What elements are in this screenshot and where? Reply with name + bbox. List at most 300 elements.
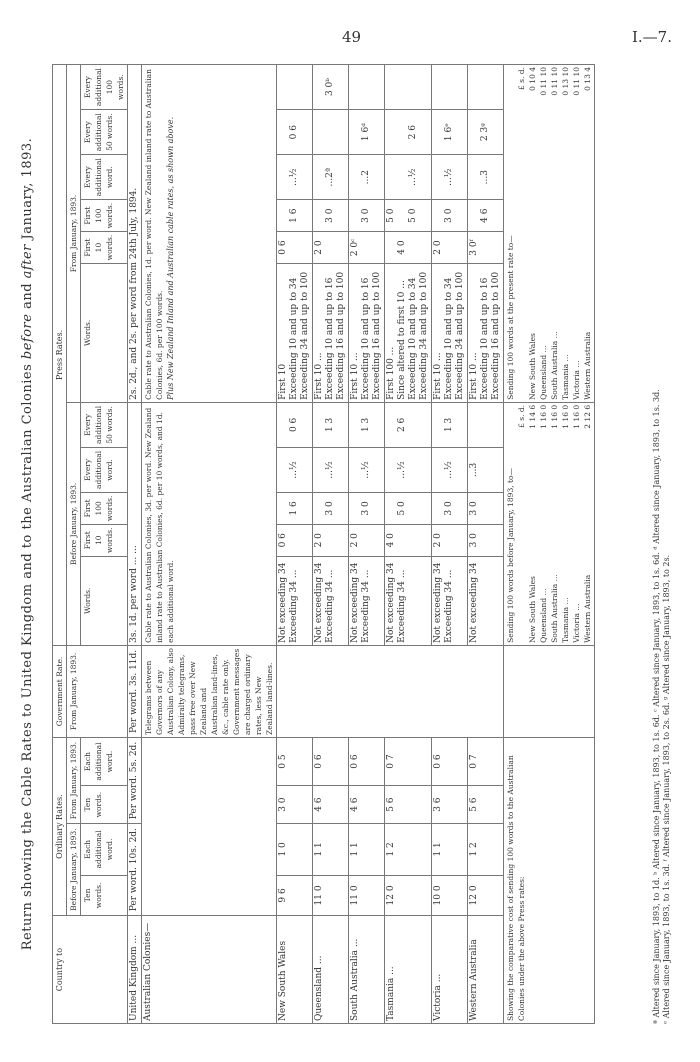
from-ten-words: 4 6 [349,786,385,824]
before-ten-words: 11 0 [313,875,349,916]
press-before-every50 [277,402,313,447]
press-before-first100 [385,492,432,524]
press-before-first100 [277,492,313,524]
colony-name: Western Australia [468,916,504,1024]
press-from-first10-line [325,234,336,261]
press-from-every-word-line [386,157,397,197]
before-jan-header: Before January, 1893. [67,824,81,916]
present-list-head: Sending 100 words at the present rate to— [506,235,515,400]
press-from-first100 [385,200,432,232]
press-before-every-word-line [386,450,397,490]
colony-row [468,65,504,1024]
from-each-additional: 0 6 [349,737,385,785]
press-from-first10 [277,232,313,264]
colony-name: Victoria ... [432,916,468,1024]
gov-from-header: From January, 1893. [67,645,128,737]
press-from-words-line: First 100 ... [386,346,396,400]
press-from-words-line: First 10 ... [350,352,360,400]
press-from-every-word-line [469,157,480,197]
press-before-every-word-line: ...3 [469,462,479,478]
press-from-first10-line [491,234,502,261]
cost-item-value: 0 13 4 [583,67,592,91]
cost-item-value: 2 12 6 [583,404,592,429]
press-from-words-line: Exceeding 10 and up to 16 [361,277,371,400]
press-before-every50-line: 1 3 [361,417,371,433]
cost-item-value: 1 16 0 [561,404,570,429]
each-additional-header: Each additional word. [81,737,128,785]
plus-note: Plus New Zealand Inland and Australian cable rates, as shown above. [166,116,175,400]
press-before-every50-line [314,405,325,445]
cost-item [560,67,571,400]
press-from-every50-line [372,112,383,152]
words-header: Words. [81,556,128,645]
title-and: and [20,278,35,314]
press-before-words [277,556,313,645]
from-each-additional: 0 7 [468,737,504,785]
before-each-additional: 1 1 [313,824,349,876]
cost-item [549,67,560,400]
press-from-words-line: Exceeding 16 and up to 100 [372,271,382,400]
press-before-every-word-line: ...½ [397,461,407,479]
rotated-page [20,64,680,1024]
press-from-every-word [313,155,349,200]
press-from-every-word-line [278,157,289,197]
showing-label: Showing the comparative cost of sending 100 words to the Australian Colonies under the above Press rates: [504,737,595,1023]
press-from-first100-line: 3 0 [325,208,335,223]
cost-item-value: 0 11 10 [539,67,548,96]
colony-name: Tasmania ... [385,916,432,1024]
press-from-words-line: Since altered to first 10 ... [397,280,407,400]
press-before-first100 [349,492,385,524]
press-before-every-word [349,447,385,492]
press-from-every100-line [336,67,347,107]
before-list-head: Sending 100 words before January, 1893, to— [506,467,515,643]
press-from-every50-line [397,112,408,152]
present-cost-list [504,65,595,403]
press-before-first100-line: 3 0 [469,501,479,516]
cost-item-name: Victoria ... [572,360,581,400]
press-from-words [468,263,504,402]
press-from-words-line: First 10 ... [469,352,479,400]
before-each-additional: 1 0 [277,824,313,876]
before-ten-words: 12 0 [385,875,432,916]
from-ten-words: 5 6 [468,786,504,824]
uk-before-rate: Per word. 10s. 2d. [128,824,142,916]
press-before-first10-line: 2 0 [433,533,443,548]
press-before-every-word-line [278,450,289,490]
press-from-every50-line: 1 6ᵉ [444,123,454,142]
colony-name: Queensland ... [313,916,349,1024]
press-from-every50-line [419,112,430,152]
press-before-every-word [468,447,504,492]
cost-item [538,67,549,400]
press-from-first100-line: 5 0 [408,208,418,223]
uk-from-rate: Per word. 5s. 2d. [128,737,142,823]
press-from-every-word [385,155,432,200]
press-from-first100-line [469,202,480,229]
press-before-first10-line: 2 0 [350,533,360,548]
government-note: Telegrams between Governors of any Australian Colony, also Admiralty telegrams, pass free over New Zealand and Australian land-lines, &c., cable rate only. Government messages are charged ordinary rates, less New Zealand land-lines. [142,645,277,737]
cost-item [582,67,593,400]
press-before-header: Before January, 1893. [67,402,81,645]
header-row-2 [67,65,81,1024]
press-before-every50-line [433,405,444,445]
press-from-words [277,263,313,402]
press-from-every100 [277,65,313,110]
before-ten-words: 9 6 [277,875,313,916]
from-ten-words: 3 6 [432,786,468,824]
press-before-every-word [432,447,468,492]
press-from-every100-line [372,67,383,107]
press-from-every-word-line [300,157,311,197]
from-each-additional: 0 6 [313,737,349,785]
press-before-words-line: Exceeding 34 ... [444,569,454,643]
press-from-every100-line [300,67,311,107]
press-from-every50-line [491,112,502,152]
uk-name: United Kingdom ... [128,916,142,1024]
press-before-every50 [385,402,432,447]
press-from-words [385,263,432,402]
press-before-every-word [277,447,313,492]
cost-item [571,67,582,400]
press-from-first100 [432,200,468,232]
press-before-every-word-line [350,450,361,490]
press-before-every-word-line: ...½ [444,461,454,479]
words-header: Words. [81,263,128,402]
press-from-every100-line [408,67,419,107]
uk-press-before: 3s. 1d. per word ... ... [128,402,142,645]
press-from-first10 [385,232,432,264]
press-before-every-word-line: ...½ [325,461,335,479]
press-from-words-line: Exceeding 10 and up to 16 [480,277,490,400]
every-100-header: Every additional 100 words. [81,65,128,110]
press-from-first100 [468,200,504,232]
title-text: Return showing the Cable Rates to United Kingdom and to the Australian Colonies [20,359,35,951]
press-before-every50-line: 0 6 [289,417,299,433]
press-before-first10-line: 0 6 [278,533,288,548]
cost-item-value: 1 14 6 [528,404,537,429]
press-before-first10 [468,524,504,556]
press-before-words-line: Not exceeding 34 [386,562,396,643]
before-each-additional: 1 2 [468,824,504,876]
first-100-header: First 100 words. [81,200,128,232]
press-from-words [349,263,385,402]
page-number: 49 [342,28,362,46]
cost-item-name: South Australia ... [550,331,559,400]
press-before-first100-line [433,495,444,522]
document-reference: I.—7. [631,28,672,46]
colony-row [277,65,313,1024]
press-from-every-word-line [372,157,383,197]
cost-item-value: 1 16 0 [539,404,548,429]
press-before-words-line: Exceeding 34 ... [397,569,407,643]
press-before-first10 [313,524,349,556]
press-before-every50-line: 1 3 [444,417,454,433]
press-from-words-line: Exceeding 10 and up to 34 [408,277,418,400]
press-from-first10-line: 2 0ᶜ [350,238,360,257]
press-before-first10-line [444,527,455,554]
before-cost-list [504,402,595,645]
from-ten-words: 5 6 [385,786,432,824]
press-before-every50-line [469,405,480,445]
cost-item-value: 1 16 0 [572,404,581,429]
cable-rates-table [52,64,595,1024]
press-before-words [313,556,349,645]
colony-row [432,65,468,1024]
press-from-every50 [349,110,385,155]
cost-item [560,405,571,643]
present-list-items [527,67,593,400]
cost-item [527,405,538,643]
from-ten-words: 3 0 [277,786,313,824]
from-each-additional: 0 5 [277,737,313,785]
press-from-every-word-line [491,157,502,197]
press-from-first10-line: 0 6 [278,240,288,255]
before-each-additional: 1 2 [385,824,432,876]
cost-item-name: New South Wales [528,576,537,643]
press-before-first100-line [350,495,361,522]
uk-press-from: 2s. 2d., and 2s. per word from 24th July, 1894. [128,65,142,403]
every-50-header: Every additional 50 words. [81,110,128,155]
press-from-every-word-line [314,157,325,197]
press-from-first10 [432,232,468,264]
press-from-words-line: Exceeding 34 and up to 100 [300,271,310,400]
ordinary-spacer [142,737,277,915]
cost-item-name: Tasmania ... [561,597,570,643]
first-10-header: First 10 words. [81,232,128,264]
every-additional-word-header: Every additional word. [81,447,128,492]
press-from-first10-line [300,234,311,261]
press-from-every50 [468,110,504,155]
press-from-every100 [313,65,349,110]
press-from-first10-line [372,234,383,261]
country-header: Country to [53,916,128,1024]
press-from-words [432,263,468,402]
cost-item [582,405,593,643]
press-from-first100-line [278,202,289,229]
press-before-first100 [468,492,504,524]
press-from-every-word [432,155,468,200]
press-from-every-word-line [455,157,466,197]
press-from-first10-line [480,234,491,261]
press-from-every50-line [469,112,480,152]
press-from-first10-line [386,234,397,261]
press-from-note-text: Cable rate to Australian Colonies, 1d. per word. New Zealand inland rate to Australian Colonies, 6d. per 100 words. [144,69,164,400]
gov-blank [277,645,504,737]
colony-name: New South Wales [277,916,313,1024]
press-from-every50-line [314,112,325,152]
press-before-every50 [313,402,349,447]
press-from-first100 [277,200,313,232]
press-from-every-word [349,155,385,200]
press-before-words [468,556,504,645]
cost-item-value: 0 11 10 [572,67,581,96]
press-before-first10 [432,524,468,556]
government-rate-header: Government Rate. [53,645,67,737]
press-from-first100-line: 3 0 [361,208,371,223]
cost-item [571,405,582,643]
first-100-header: First 100 words. [81,492,128,524]
press-from-every100-line [361,67,372,107]
colony-row [385,65,432,1024]
cost-item-name: Queensland ... [539,588,548,643]
press-from-every50-line [300,112,311,152]
press-before-every-word-line: ...½ [361,461,371,479]
press-before-first10-line: 3 0 [469,533,479,548]
press-before-first10-line [397,527,408,554]
gov-spacer [504,645,595,737]
cost-item-name: Western Australia [583,331,592,400]
press-from-every100-line [350,67,361,107]
press-before-first10 [277,524,313,556]
press-from-first100-line [314,202,325,229]
press-before-first10 [385,524,432,556]
press-before-every50 [468,402,504,447]
press-from-words-line: Exceeding 16 and up to 100 [336,271,346,400]
press-from-words-line: First 10 ... [433,352,443,400]
uk-row [128,65,142,1024]
cost-item-name: South Australia ... [550,574,559,643]
cost-item-name: Queensland ... [539,345,548,400]
press-from-every50-line: 2 3ᵍ [480,123,490,142]
press-from-every-word-line [336,157,347,197]
press-before-first100 [432,492,468,524]
ordinary-rates-header: Ordinary Rates. [53,737,67,915]
press-before-first10-line: 4 0 [386,533,396,548]
first-10-header: First 10 words. [81,524,128,556]
press-from-every100-line [480,67,491,107]
press-from-every100-line [491,67,502,107]
colony-name: South Australia ... [349,916,385,1024]
press-from-first100-line [336,202,347,229]
press-from-every-word [468,155,504,200]
press-before-every50-line: 2 6 [397,417,407,433]
press-before-every-word-line [433,450,444,490]
before-ten-words: 12 0 [468,875,504,916]
press-from-words-line: First 10 [278,363,288,400]
every-50-header: Every additional 50 words. [81,402,128,447]
press-from-first10-line [408,234,419,261]
cost-item-name: New South Wales [528,333,537,400]
press-from-first100-line [491,202,502,229]
every-additional-word-header: Every additional word. [81,155,128,200]
colony-row [313,65,349,1024]
footnote-line-1: ª Altered since January, 1893, to 1d. ᵇ Altered since January, 1893, to 1s. 6d. ᶜ Altered since January, 1893, to 1s. 6d. ᵈ Altered since January, 1893, to 1s. 3d. [652,389,661,1024]
press-from-words-line: Exceeding 16 and up to 100 [491,271,501,400]
press-from-first10-line [444,234,455,261]
press-before-every50-line: 1 3 [325,417,335,433]
press-before-every-word-line: ...½ [289,461,299,479]
press-from-first100-line: 4 6 [480,208,490,223]
press-from-first10 [349,232,385,264]
press-from-every50-line: 2 6 [408,125,418,140]
press-from-every50 [432,110,468,155]
press-from-every50-line [433,112,444,152]
ten-words-header: Ten words. [81,786,128,824]
press-before-words-line: Exceeding 34 ... [325,569,335,643]
ten-words-header: Ten words. [81,875,128,916]
press-from-every50 [385,110,432,155]
press-from-first10-line [336,234,347,261]
press-from-every100-line: 3 0ᵇ [325,78,335,97]
press-from-every50-line [336,112,347,152]
lsd-header: £ s. d. [517,67,526,90]
press-before-every-word-line [314,450,325,490]
press-from-every50 [277,110,313,155]
press-from-every100-line [433,67,444,107]
press-from-first100-line: 3 0 [444,208,454,223]
before-list-items [527,405,593,643]
from-ten-words: 4 6 [313,786,349,824]
press-from-every100-line [455,67,466,107]
cost-item-name: Tasmania ... [561,354,570,400]
press-before-words-line: Not exceeding 34 [350,562,360,643]
press-from-every-word-line: ...½ [444,168,454,186]
press-from-first10-line [361,234,372,261]
press-from-words-line: First 10 ... [314,352,324,400]
press-from-first100-line [372,202,383,229]
return-title [20,64,48,1024]
press-from-every100-line [444,67,455,107]
press-before-first10-line: 2 0 [314,533,324,548]
press-before-first100-line: 3 0 [325,501,335,516]
press-from-first100-line [419,202,430,229]
press-before-every50 [432,402,468,447]
press-from-words-line: Exceeding 10 and up to 16 [325,277,335,400]
press-from-words-line: Exceeding 34 and up to 100 [455,271,465,400]
press-from-note [142,65,277,403]
press-from-every-word-line [350,157,361,197]
press-before-every-word [313,447,349,492]
cost-item-name: Western Australia [583,574,592,643]
press-from-first10-line: 3 0ᶠ [469,239,479,256]
press-from-every-word-line: ...2 [361,170,371,185]
cost-item [538,405,549,643]
lsd-header: £ s. d. [517,404,526,428]
cost-item-value: 1 16 0 [550,404,559,429]
press-before-words-line: Not exceeding 34 [433,562,443,643]
press-from-words-line: Exceeding 10 and up to 34 [444,277,454,400]
press-rates-header: Press Rates. [53,65,67,646]
press-from-first100-line [300,202,311,229]
press-from-every-word-line [419,157,430,197]
press-from-every50-line: 1 6ᵈ [361,123,371,142]
press-before-every50-line [278,405,289,445]
press-before-words [349,556,385,645]
press-from-first100-line: 1 6 [289,208,299,223]
press-from-first100-line [397,202,408,229]
header-row-3 [81,65,128,1024]
press-from-every50 [313,110,349,155]
press-from-every100 [432,65,468,110]
table-body [53,65,595,1024]
press-from-every50-line: 0 6 [289,125,299,140]
press-before-first10 [349,524,385,556]
press-from-first100-line: 5 0 [386,208,396,223]
press-from-every50-line [350,112,361,152]
press-from-first10-line [289,234,300,261]
press-from-every100 [385,65,432,110]
cost-item [527,67,538,400]
comparative-row [504,65,595,1024]
press-from-words-line: Exceeding 34 and up to 100 [419,271,429,400]
from-each-additional: 0 7 [385,737,432,785]
uk-gov-rate: Per word. 3s. 11d. [128,645,142,737]
press-before-note: Cable rate to Australian Colonies, 3d. per word. New Zealand inland rate to Australian Colonies, 6d. per 10 words, and 1d. each additional word. [142,402,277,645]
colony-row [349,65,385,1024]
press-before-every-word [385,447,432,492]
press-before-every50-line [386,405,397,445]
